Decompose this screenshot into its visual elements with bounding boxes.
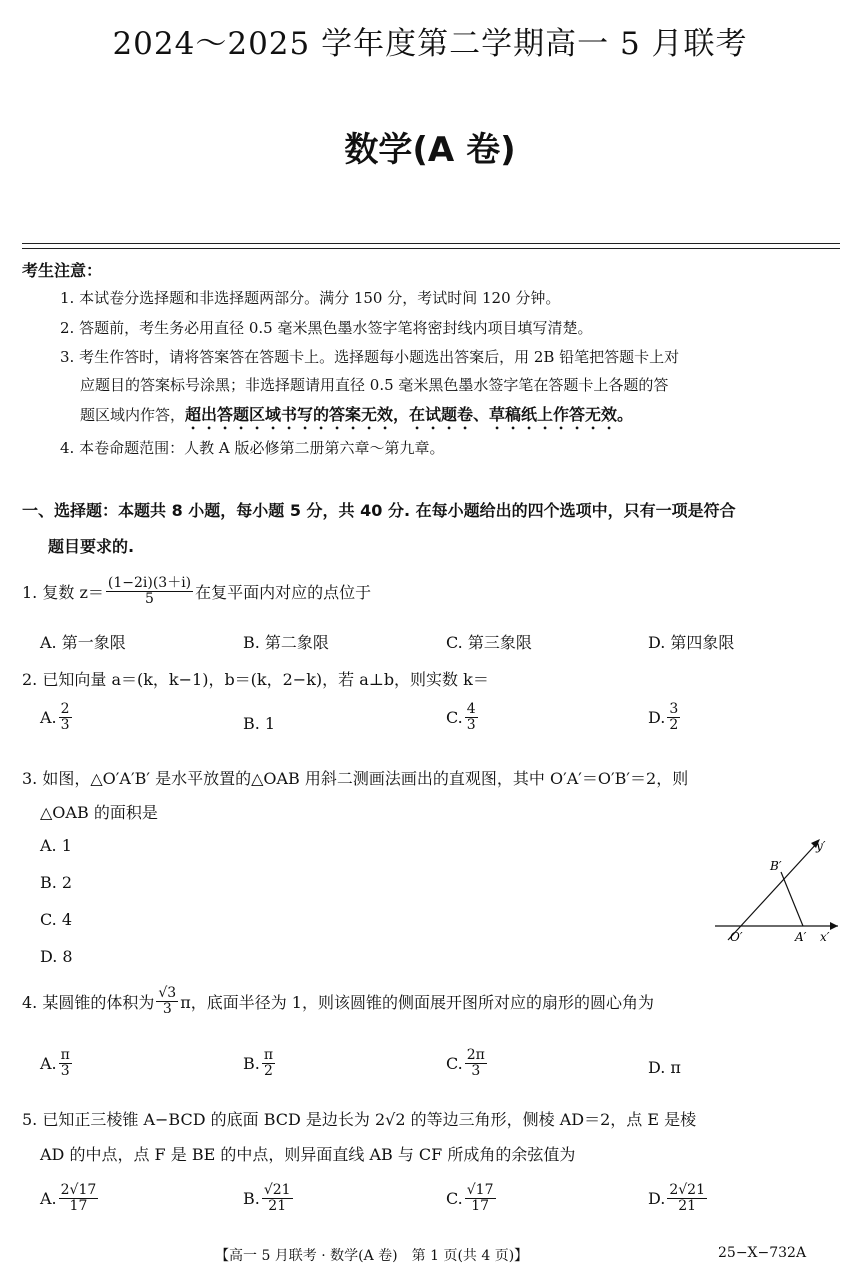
- q4-option-b-fraction: [262, 1048, 275, 1078]
- oblique-diagram: [700, 830, 850, 950]
- q4-option-c: [446, 1048, 489, 1078]
- fraction-num: 2: [60, 701, 70, 717]
- q3-option-b: B. 2: [40, 873, 73, 892]
- notice-item-4: 4. 本卷命题范围：人教 A 版必修第二册第六章～第九章。: [60, 439, 445, 457]
- fraction-num: √21: [263, 1182, 291, 1198]
- notice-item-3-line-2: 应题目的答案标号涂黑；非选择题请用直径 0.5 毫米黑色墨水签字笔在答题卡上各题的答: [80, 376, 669, 394]
- divider-line: [22, 248, 840, 249]
- fraction-den: 21: [268, 1197, 287, 1214]
- q2-option-a: [40, 702, 74, 732]
- segment-a-b: [781, 872, 803, 926]
- q4-option-d: D. π: [648, 1058, 681, 1077]
- fraction-num: 3: [669, 701, 679, 717]
- q4-option-b: [243, 1048, 277, 1078]
- option-label: C.: [446, 1188, 463, 1208]
- q1-fraction-den: 5: [145, 590, 154, 607]
- fraction-num: 4: [466, 701, 476, 717]
- q4-option-a: [40, 1048, 74, 1078]
- q2-option-c: [446, 702, 480, 732]
- q4-volume-fraction: [156, 986, 178, 1016]
- q3-option-d: D. 8: [40, 947, 73, 966]
- fraction-den: 3: [60, 1062, 70, 1079]
- label-o: O′: [730, 930, 743, 944]
- question-5-line-2: AD 的中点，点 F 是 BE 的中点，则异面直线 AB 与 CF 所成角的余弦值为: [40, 1145, 576, 1164]
- fraction-num: 2√21: [669, 1182, 705, 1198]
- q2-option-d: [648, 702, 682, 732]
- notice-item-2: 2. 答题前，考生务必用直径 0.5 毫米黑色墨水签字笔将密封线内项目填写清楚。: [60, 319, 593, 337]
- notice-item-1: 1. 本试卷分选择题和非选择题两部分。满分 150 分，考试时间 120 分钟。: [60, 289, 561, 307]
- paper-code: 25−X−732A: [718, 1245, 807, 1261]
- notice-item-3-line-3: [80, 402, 633, 433]
- q3-option-c: C. 4: [40, 910, 73, 929]
- q4-option-a-fraction: [59, 1048, 72, 1078]
- question-3-line-2: △OAB 的面积是: [40, 803, 158, 822]
- question-1: [22, 576, 371, 606]
- q1-option-c: C. 第三象限: [446, 633, 532, 652]
- section-heading-line-2: 题目要求的.: [48, 537, 135, 556]
- fraction-den: 17: [471, 1197, 490, 1214]
- q5-option-c-fraction: [465, 1183, 496, 1213]
- q1-fraction-num: (1−2i)(3＋i): [107, 575, 192, 591]
- fraction-den: 17: [69, 1197, 88, 1214]
- q4-suffix: π，底面半径为 1，则该圆锥的侧面展开图所对应的扇形的圆心角为: [180, 992, 654, 1012]
- option-label: B.: [243, 1053, 260, 1073]
- q2-option-a-fraction: [59, 702, 72, 732]
- label-x: x′: [820, 930, 830, 944]
- q5-option-d: [648, 1183, 709, 1213]
- q5-option-b: [243, 1183, 295, 1213]
- section-heading-line-1: 一、选择题：本题共 8 小题，每小题 5 分，共 40 分. 在每小题给出的四个选项中，只有一项是符合: [22, 501, 736, 520]
- q3-option-a: A. 1: [40, 836, 72, 855]
- fraction-num: 2π: [466, 1047, 485, 1063]
- exam-subtitle: 数学(A 卷): [344, 130, 516, 170]
- q5-option-d-fraction: [667, 1183, 707, 1213]
- question-4: [22, 986, 654, 1016]
- q5-option-c: [446, 1183, 498, 1213]
- q1-option-b: B. 第二象限: [243, 633, 329, 652]
- q5-option-b-fraction: [262, 1183, 293, 1213]
- fraction-den: 3: [466, 716, 476, 733]
- q1-suffix: 在复平面内对应的点位于: [195, 582, 372, 602]
- option-label: A.: [40, 707, 57, 727]
- q5-option-a-fraction: [59, 1183, 99, 1213]
- fraction-den: 2: [263, 1062, 273, 1079]
- y-axis-line: [728, 842, 818, 940]
- fraction-den: 3: [162, 1000, 172, 1017]
- label-y: y′: [816, 839, 826, 853]
- fraction-num: √17: [466, 1182, 494, 1198]
- option-label: B.: [243, 1188, 260, 1208]
- fraction-den: 21: [678, 1197, 697, 1214]
- option-label: A.: [40, 1188, 57, 1208]
- q2-option-d-fraction: [667, 702, 680, 732]
- fraction-num: 2√17: [60, 1182, 97, 1198]
- q4-option-c-fraction: [465, 1048, 487, 1078]
- fraction-num: π: [60, 1047, 70, 1063]
- exam-title: 2024～2025 学年度第二学期高一 5 月联考: [112, 26, 748, 62]
- notice-item-3-plain: 题区域内作答，: [80, 406, 186, 424]
- q1-fraction: [106, 576, 193, 606]
- q4-prefix: 4. 某圆锥的体积为: [22, 992, 155, 1012]
- option-label: C.: [446, 1053, 463, 1073]
- fraction-num: π: [263, 1047, 274, 1063]
- q1-option-a: A. 第一象限: [40, 633, 126, 652]
- q1-option-d: D. 第四象限: [648, 633, 735, 652]
- label-a: A′: [795, 930, 807, 944]
- q2-option-b: B. 1: [243, 714, 276, 733]
- page-footer: 【高一 5 月联考 · 数学(A 卷) 第 1 页(共 4 页)】: [215, 1248, 529, 1264]
- q5-option-a: [40, 1183, 100, 1213]
- option-label: D.: [648, 1188, 666, 1208]
- question-5-line-1: 5. 已知正三棱锥 A−BCD 的底面 BCD 是边长为 2√2 的等边三角形，侧棱 AD＝2，点 E 是棱: [22, 1110, 697, 1129]
- label-b: B′: [770, 859, 782, 873]
- fraction-den: 3: [60, 716, 70, 733]
- question-2: 2. 已知向量 a＝(k，k−1)，b＝(k，2−k)，若 a⊥b，则实数 k＝: [22, 670, 489, 689]
- fraction-den: 2: [669, 716, 679, 733]
- fraction-num: √3: [158, 985, 177, 1001]
- fraction-den: 3: [471, 1062, 481, 1079]
- option-label: C.: [446, 707, 463, 727]
- option-label: D.: [648, 707, 666, 727]
- notice-item-3-emphasis: 超出答题区域书写的答案无效，在试题卷、草稿纸上作答无效。: [185, 405, 634, 424]
- notice-item-3-line-1: 3. 考生作答时，请将答案答在答题卡上。选择题每小题选出答案后，用 2B 铅笔把答题卡上对: [60, 348, 680, 366]
- q2-option-c-fraction: [465, 702, 478, 732]
- question-3-line-1: 3. 如图，△O′A′B′ 是水平放置的△OAB 用斜二测画法画出的直观图，其中 O′A′＝O′B′＝2，则: [22, 769, 689, 788]
- q1-prefix: 1. 复数 z＝: [22, 582, 104, 602]
- x-axis-arrow: [830, 922, 838, 930]
- option-label: A.: [40, 1053, 57, 1073]
- notice-heading: 考生注意：: [22, 261, 103, 280]
- divider-line: [22, 243, 840, 244]
